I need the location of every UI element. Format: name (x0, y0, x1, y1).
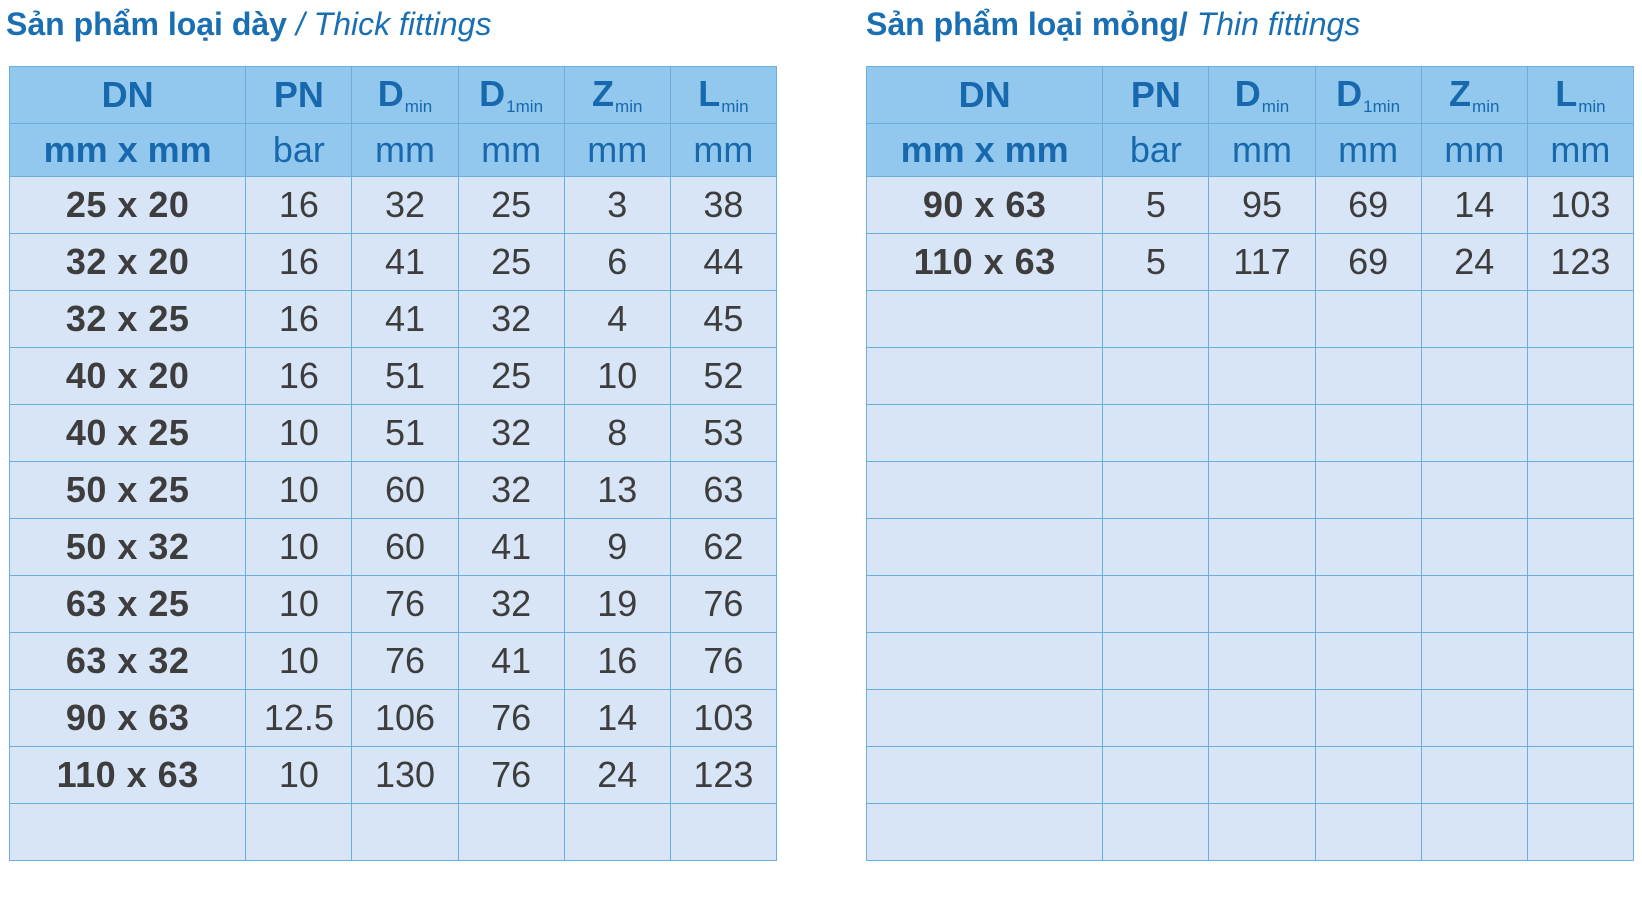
value-cell: 44 (670, 234, 776, 291)
value-cell (1209, 804, 1315, 861)
thin-fittings-title (866, 6, 1360, 43)
dn-cell (867, 690, 1103, 747)
value-cell (1421, 747, 1527, 804)
column-subscript: min (1472, 97, 1500, 116)
value-cell (1421, 576, 1527, 633)
value-cell (1103, 690, 1209, 747)
value-cell: 12.5 (246, 690, 352, 747)
value-cell (1527, 348, 1633, 405)
value-cell: 62 (670, 519, 776, 576)
thick-fittings-table (9, 66, 777, 861)
dn-cell: 25 x 20 (10, 177, 246, 234)
value-cell: 4 (564, 291, 670, 348)
value-cell: 51 (352, 348, 458, 405)
value-cell: 10 (246, 633, 352, 690)
value-cell: 10 (564, 348, 670, 405)
value-cell (1315, 804, 1421, 861)
value-cell: 103 (670, 690, 776, 747)
value-cell (1527, 519, 1633, 576)
table-row (10, 576, 777, 633)
value-cell: 6 (564, 234, 670, 291)
table-row (867, 690, 1634, 747)
dn-cell: 90 x 63 (10, 690, 246, 747)
value-cell (1103, 804, 1209, 861)
value-cell (1209, 462, 1315, 519)
column-subscript: min (615, 97, 643, 116)
dn-cell (867, 576, 1103, 633)
value-cell: 13 (564, 462, 670, 519)
value-cell: 69 (1315, 177, 1421, 234)
value-cell (1315, 747, 1421, 804)
dn-cell: 110 x 63 (10, 747, 246, 804)
value-cell (1527, 405, 1633, 462)
column-unit: mm (1421, 124, 1527, 177)
dn-cell: 50 x 25 (10, 462, 246, 519)
value-cell: 14 (564, 690, 670, 747)
column-symbol: D (479, 73, 506, 114)
value-cell: 10 (246, 462, 352, 519)
value-cell: 32 (352, 177, 458, 234)
thin-fittings-table (866, 66, 1634, 861)
value-cell: 60 (352, 462, 458, 519)
thin-title-vietnamese: Sản phẩm loại mỏng/ (866, 6, 1188, 42)
value-cell (1527, 462, 1633, 519)
table-row (867, 576, 1634, 633)
value-cell: 123 (670, 747, 776, 804)
table-row (10, 519, 777, 576)
dn-cell: 50 x 32 (10, 519, 246, 576)
value-cell (1527, 690, 1633, 747)
value-cell: 76 (352, 576, 458, 633)
table-row (10, 348, 777, 405)
value-cell (1527, 633, 1633, 690)
column-subscript: min (1261, 97, 1290, 116)
value-cell (1103, 348, 1209, 405)
value-cell: 10 (246, 519, 352, 576)
value-cell (1103, 576, 1209, 633)
column-header (10, 67, 246, 124)
column-unit: mm (564, 124, 670, 177)
table-row (10, 462, 777, 519)
value-cell (458, 804, 564, 861)
table-row (867, 804, 1634, 861)
value-cell (1209, 747, 1315, 804)
column-subscript: 1min (506, 97, 544, 116)
value-cell: 41 (352, 291, 458, 348)
value-cell (1315, 633, 1421, 690)
value-cell (1315, 291, 1421, 348)
value-cell: 51 (352, 405, 458, 462)
thin-title-english: Thin fittings (1187, 6, 1361, 42)
column-symbol: L (1555, 73, 1578, 114)
value-cell: 53 (670, 405, 776, 462)
value-cell (1421, 291, 1527, 348)
value-cell: 52 (670, 348, 776, 405)
column-unit: mm (1315, 124, 1421, 177)
value-cell: 3 (564, 177, 670, 234)
value-cell (564, 804, 670, 861)
value-cell (1421, 804, 1527, 861)
dn-cell: 63 x 32 (10, 633, 246, 690)
value-cell: 8 (564, 405, 670, 462)
column-symbol: D (1336, 73, 1363, 114)
value-cell (1315, 690, 1421, 747)
header-unit-row (10, 124, 777, 177)
dn-cell: 90 x 63 (867, 177, 1103, 234)
dn-cell (867, 405, 1103, 462)
value-cell: 5 (1103, 177, 1209, 234)
dn-cell (867, 462, 1103, 519)
value-cell: 24 (564, 747, 670, 804)
value-cell (1315, 576, 1421, 633)
value-cell: 10 (246, 747, 352, 804)
value-cell: 32 (458, 462, 564, 519)
table-row (10, 633, 777, 690)
value-cell (1103, 462, 1209, 519)
value-cell: 69 (1315, 234, 1421, 291)
column-symbol: PN (273, 74, 324, 115)
table-row (867, 747, 1634, 804)
table-row (867, 405, 1634, 462)
column-header (670, 67, 776, 124)
column-symbol: Z (592, 73, 615, 114)
value-cell: 41 (458, 519, 564, 576)
column-header (1315, 67, 1421, 124)
column-header (1421, 67, 1527, 124)
value-cell: 16 (564, 633, 670, 690)
value-cell: 25 (458, 177, 564, 234)
value-cell (1103, 291, 1209, 348)
value-cell: 76 (670, 633, 776, 690)
value-cell: 19 (564, 576, 670, 633)
table-row (10, 690, 777, 747)
dn-cell: 40 x 20 (10, 348, 246, 405)
value-cell: 38 (670, 177, 776, 234)
column-symbol: PN (1130, 74, 1181, 115)
column-unit: mm (670, 124, 776, 177)
value-cell (1421, 633, 1527, 690)
header-symbol-row (10, 67, 777, 124)
table-row (867, 291, 1634, 348)
table-row (867, 633, 1634, 690)
value-cell (1421, 690, 1527, 747)
column-symbol: D (1234, 73, 1261, 114)
value-cell (1315, 519, 1421, 576)
value-cell (352, 804, 458, 861)
column-subscript: min (404, 97, 433, 116)
value-cell (1527, 804, 1633, 861)
value-cell: 10 (246, 576, 352, 633)
table-row (10, 291, 777, 348)
value-cell (1421, 348, 1527, 405)
value-cell: 10 (246, 405, 352, 462)
dn-cell (867, 747, 1103, 804)
thick-fittings-title (6, 6, 491, 43)
value-cell: 76 (670, 576, 776, 633)
table-row (867, 348, 1634, 405)
column-subscript: min (721, 97, 749, 116)
value-cell (1209, 291, 1315, 348)
value-cell (1103, 405, 1209, 462)
value-cell (1209, 519, 1315, 576)
dn-cell (867, 633, 1103, 690)
value-cell: 16 (246, 234, 352, 291)
thick-title-vietnamese: Sản phẩm loại dày (6, 6, 287, 42)
column-unit: mm (458, 124, 564, 177)
column-unit: bar (246, 124, 352, 177)
column-unit: mm (1209, 124, 1315, 177)
value-cell: 16 (246, 291, 352, 348)
table-row (10, 177, 777, 234)
column-header (246, 67, 352, 124)
value-cell: 130 (352, 747, 458, 804)
value-cell: 76 (352, 633, 458, 690)
dn-cell: 63 x 25 (10, 576, 246, 633)
value-cell (1209, 633, 1315, 690)
value-cell: 103 (1527, 177, 1633, 234)
value-cell (1209, 690, 1315, 747)
value-cell: 32 (458, 405, 564, 462)
value-cell (1527, 576, 1633, 633)
column-header (564, 67, 670, 124)
value-cell: 25 (458, 348, 564, 405)
value-cell (1103, 519, 1209, 576)
value-cell (1315, 405, 1421, 462)
table-row (867, 519, 1634, 576)
value-cell: 16 (246, 348, 352, 405)
value-cell: 32 (458, 576, 564, 633)
column-header (1527, 67, 1633, 124)
value-cell (670, 804, 776, 861)
value-cell: 5 (1103, 234, 1209, 291)
value-cell (1315, 462, 1421, 519)
column-unit: mm x mm (867, 124, 1103, 177)
value-cell: 106 (352, 690, 458, 747)
dn-cell (10, 804, 246, 861)
value-cell: 117 (1209, 234, 1315, 291)
value-cell: 60 (352, 519, 458, 576)
column-symbol: DN (101, 74, 154, 115)
value-cell (1209, 576, 1315, 633)
column-unit: bar (1103, 124, 1209, 177)
column-header (1209, 67, 1315, 124)
column-header (458, 67, 564, 124)
dn-cell (867, 519, 1103, 576)
column-unit: mm (1527, 124, 1633, 177)
value-cell: 45 (670, 291, 776, 348)
column-symbol: L (698, 73, 721, 114)
value-cell (1421, 519, 1527, 576)
value-cell (1209, 405, 1315, 462)
column-symbol: D (377, 73, 404, 114)
value-cell: 123 (1527, 234, 1633, 291)
value-cell: 76 (458, 747, 564, 804)
dn-cell (867, 348, 1103, 405)
column-header (352, 67, 458, 124)
value-cell: 9 (564, 519, 670, 576)
table-row (10, 234, 777, 291)
thick-title-english: / Thick fittings (286, 6, 492, 42)
value-cell (1315, 348, 1421, 405)
column-unit: mm (352, 124, 458, 177)
dn-cell: 110 x 63 (867, 234, 1103, 291)
value-cell: 76 (458, 690, 564, 747)
table-row (10, 747, 777, 804)
value-cell (1421, 405, 1527, 462)
value-cell: 32 (458, 291, 564, 348)
value-cell: 16 (246, 177, 352, 234)
table-row (867, 234, 1634, 291)
column-subscript: min (1578, 97, 1606, 116)
table-row (867, 177, 1634, 234)
value-cell (1103, 633, 1209, 690)
column-symbol: Z (1449, 73, 1472, 114)
value-cell (1103, 747, 1209, 804)
value-cell (1527, 747, 1633, 804)
value-cell: 63 (670, 462, 776, 519)
table-row (10, 405, 777, 462)
column-header (1103, 67, 1209, 124)
dn-cell (867, 804, 1103, 861)
table-row (867, 462, 1634, 519)
value-cell: 95 (1209, 177, 1315, 234)
table-row (10, 804, 777, 861)
header-unit-row (867, 124, 1634, 177)
value-cell: 41 (458, 633, 564, 690)
dn-cell: 32 x 25 (10, 291, 246, 348)
column-unit: mm x mm (10, 124, 246, 177)
value-cell: 25 (458, 234, 564, 291)
dn-cell: 40 x 25 (10, 405, 246, 462)
header-symbol-row (867, 67, 1634, 124)
column-symbol: DN (958, 74, 1011, 115)
value-cell (1527, 291, 1633, 348)
dn-cell (867, 291, 1103, 348)
column-subscript: 1min (1363, 97, 1401, 116)
value-cell: 14 (1421, 177, 1527, 234)
value-cell: 24 (1421, 234, 1527, 291)
value-cell: 41 (352, 234, 458, 291)
value-cell (1209, 348, 1315, 405)
value-cell (246, 804, 352, 861)
dn-cell: 32 x 20 (10, 234, 246, 291)
column-header (867, 67, 1103, 124)
value-cell (1421, 462, 1527, 519)
